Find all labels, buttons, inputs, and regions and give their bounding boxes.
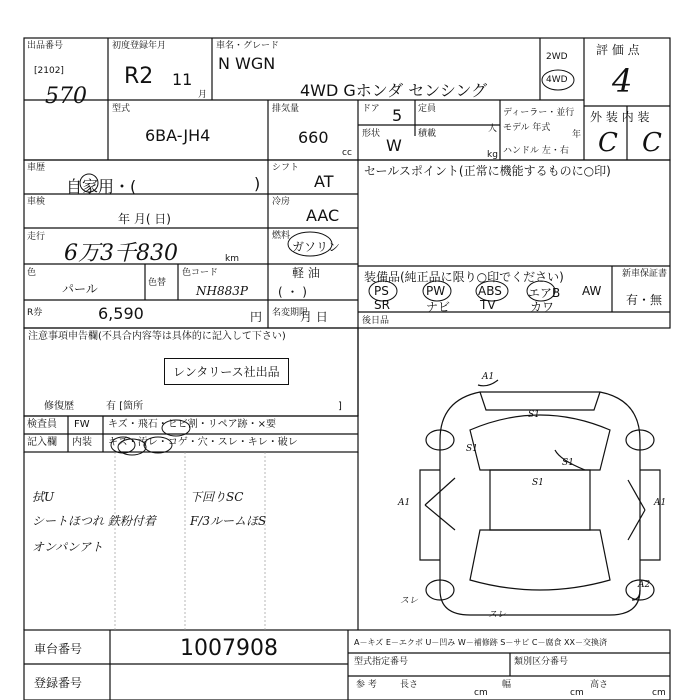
displacement-unit: cc: [342, 148, 352, 158]
color-code-value: NH883P: [196, 284, 248, 298]
load-unit: kg: [487, 150, 498, 160]
int-items: キズ・汚レ・コゲ・穴・スレ・キレ・破レ: [108, 437, 298, 448]
history-value: 自家用・(: [66, 177, 137, 196]
mileage-value: 6万3千830: [64, 241, 178, 266]
height-unit: cm: [652, 688, 666, 698]
hand-note-2: シートほつれ 鉄粉付着: [32, 514, 156, 528]
mark-a1-front: A1: [482, 372, 495, 382]
mileage-unit: km: [225, 254, 239, 264]
ext-int-label: 外 装 内 装: [590, 110, 650, 124]
model-name: N WGN: [218, 54, 276, 73]
inspection-label: 車検: [27, 197, 46, 207]
mark-s1-left: S1: [466, 444, 478, 454]
fw-label: FW: [74, 419, 90, 430]
shape-label: 形状: [362, 129, 381, 139]
inspector-label-1: 検査員: [27, 419, 57, 430]
first-reg-month-unit: 月: [198, 90, 208, 100]
equip-navi: ナビ: [426, 300, 451, 314]
history-label: 車歴: [27, 163, 46, 173]
mark-s1-roof: S1: [532, 478, 544, 488]
capacity-label: 定員: [418, 104, 437, 114]
lot-label: 出品番号: [27, 41, 64, 51]
equip-ps: PS: [374, 284, 389, 298]
type-cert-label: 型式指定番号: [354, 657, 409, 667]
fw-items: キズ・飛石・ヒビ割・リペア跡・×要: [108, 419, 276, 430]
chassis-value: 1007908: [180, 636, 278, 661]
notes-label: 注意事項申告欄(不具合内容等は具体的に記入して下さい): [28, 331, 286, 342]
warranty-value: 有・無: [626, 293, 663, 307]
exterior-grade: C: [598, 128, 618, 158]
load-label: 積載: [418, 129, 437, 139]
int-label: 内装: [72, 437, 92, 448]
length-unit: cm: [474, 688, 488, 698]
drive-2wd: 2WD: [546, 52, 568, 62]
mark-s1-hood: S1: [528, 410, 540, 420]
type-label: 型式: [112, 104, 131, 114]
recycle-value: 6,590: [98, 304, 144, 323]
capacity-unit: 人: [488, 124, 498, 134]
class-label: 類別区分番号: [514, 657, 569, 667]
hand-note-1: 拭U: [32, 490, 55, 504]
repair-label: 修復歴: [44, 401, 74, 412]
first-reg-month: 11: [172, 70, 193, 89]
transfer-label: 名変期限: [272, 308, 309, 318]
shift-label: シフト: [272, 163, 300, 173]
drive-4wd: 4WD: [546, 75, 568, 85]
score-value: 4: [612, 62, 633, 100]
inspection-value: 年 月( 日): [118, 212, 171, 226]
displacement-label: 排気量: [272, 104, 300, 114]
mileage-label: 走行: [27, 232, 46, 242]
equip-sr: SR: [374, 298, 390, 312]
mark-a1-right: A1: [654, 498, 667, 508]
color-value: パール: [62, 282, 98, 296]
shape-value: W: [386, 136, 402, 155]
ac-label: 冷房: [272, 197, 291, 207]
equip-tv: TV: [480, 298, 496, 312]
ac-value: AAC: [306, 206, 340, 225]
equip-airbag: エアB: [528, 286, 561, 300]
equip-abs: ABS: [478, 284, 502, 298]
reg-label: 登録番号: [34, 676, 83, 690]
chassis-label: 車台番号: [34, 642, 83, 656]
interior-grade: C: [642, 128, 662, 158]
width-label: 幅: [502, 680, 512, 690]
new-warranty-label: 新車保証書: [622, 269, 668, 279]
hand-note-4: 下回りSC: [190, 490, 244, 504]
transfer-value: 月 日: [300, 310, 328, 324]
doors-value: 5: [392, 106, 403, 125]
history-close: ): [254, 174, 261, 193]
equip-aw: AW: [582, 284, 602, 298]
width-unit: cm: [570, 688, 584, 698]
lot-number: 570: [45, 84, 87, 109]
fuel-label: 燃料: [272, 231, 291, 241]
doors-label: ドア: [362, 104, 380, 114]
color-label: 色: [27, 268, 37, 278]
color-change-label: 色替: [148, 278, 167, 288]
sales-label: セールスポイント(正常に機能するものに○印): [364, 164, 611, 178]
height-label: 高さ: [590, 680, 609, 690]
color-code-label: 色コード: [182, 268, 219, 278]
mark-scuff-1: スレ: [400, 596, 419, 606]
equip-label: 装備品(純正品に限り○印でください): [364, 270, 564, 284]
dealer-label: ディーラー・並行: [503, 108, 575, 118]
hand-note-5: F/3ルームほS: [190, 514, 267, 528]
fuel-gas: ガソリン: [292, 240, 341, 254]
repair-close: ]: [338, 401, 342, 412]
mark-scuff-2: スレ: [488, 610, 507, 620]
mark-s1-pillar: S1: [562, 458, 574, 468]
repair-value: 有 [箇所: [106, 401, 144, 412]
grade: 4WD Gホンダ センシング: [300, 81, 488, 100]
length-label: 長さ: [400, 680, 419, 690]
recycle-unit: 円: [250, 310, 263, 324]
car-diagram: [420, 380, 660, 615]
inspector-label-2: 記入欄: [27, 437, 57, 448]
fuel-diesel: 軽 油: [292, 266, 320, 280]
mark-a1-left: A1: [398, 498, 411, 508]
ref-label: 参 考: [356, 680, 377, 690]
fuel-paren: ( ・ ): [278, 285, 307, 299]
rental-stamp: レンタリース社出品: [164, 358, 289, 385]
rear-label: 後日品: [362, 316, 390, 326]
model-year-label: モデル 年式: [503, 123, 551, 133]
first-reg-label: 初度登録年月: [112, 41, 167, 51]
model-year-unit: 年: [572, 130, 582, 140]
handle-label: ハンドル 左・右: [503, 146, 569, 156]
recycle-label: R券: [27, 308, 43, 318]
shift-value: AT: [314, 172, 334, 191]
equip-pw: PW: [426, 284, 446, 298]
mark-a2-rear: A2: [638, 580, 651, 590]
displacement-value: 660: [298, 128, 329, 147]
score-label: 評 価 点: [596, 43, 640, 57]
first-reg-year: R2: [124, 64, 154, 89]
equip-leather: カワ: [530, 300, 555, 314]
model-label: 車名・グレード: [216, 41, 280, 51]
type-value: 6BA-JH4: [145, 126, 211, 145]
hand-note-3: オンパンアト: [32, 540, 104, 554]
damage-legend: A－キズ E－エクボ U－凹み W－補修跡 S－サビ C－腐食 XX－交換済: [354, 638, 608, 647]
lot-bracket: [2102]: [34, 66, 64, 76]
